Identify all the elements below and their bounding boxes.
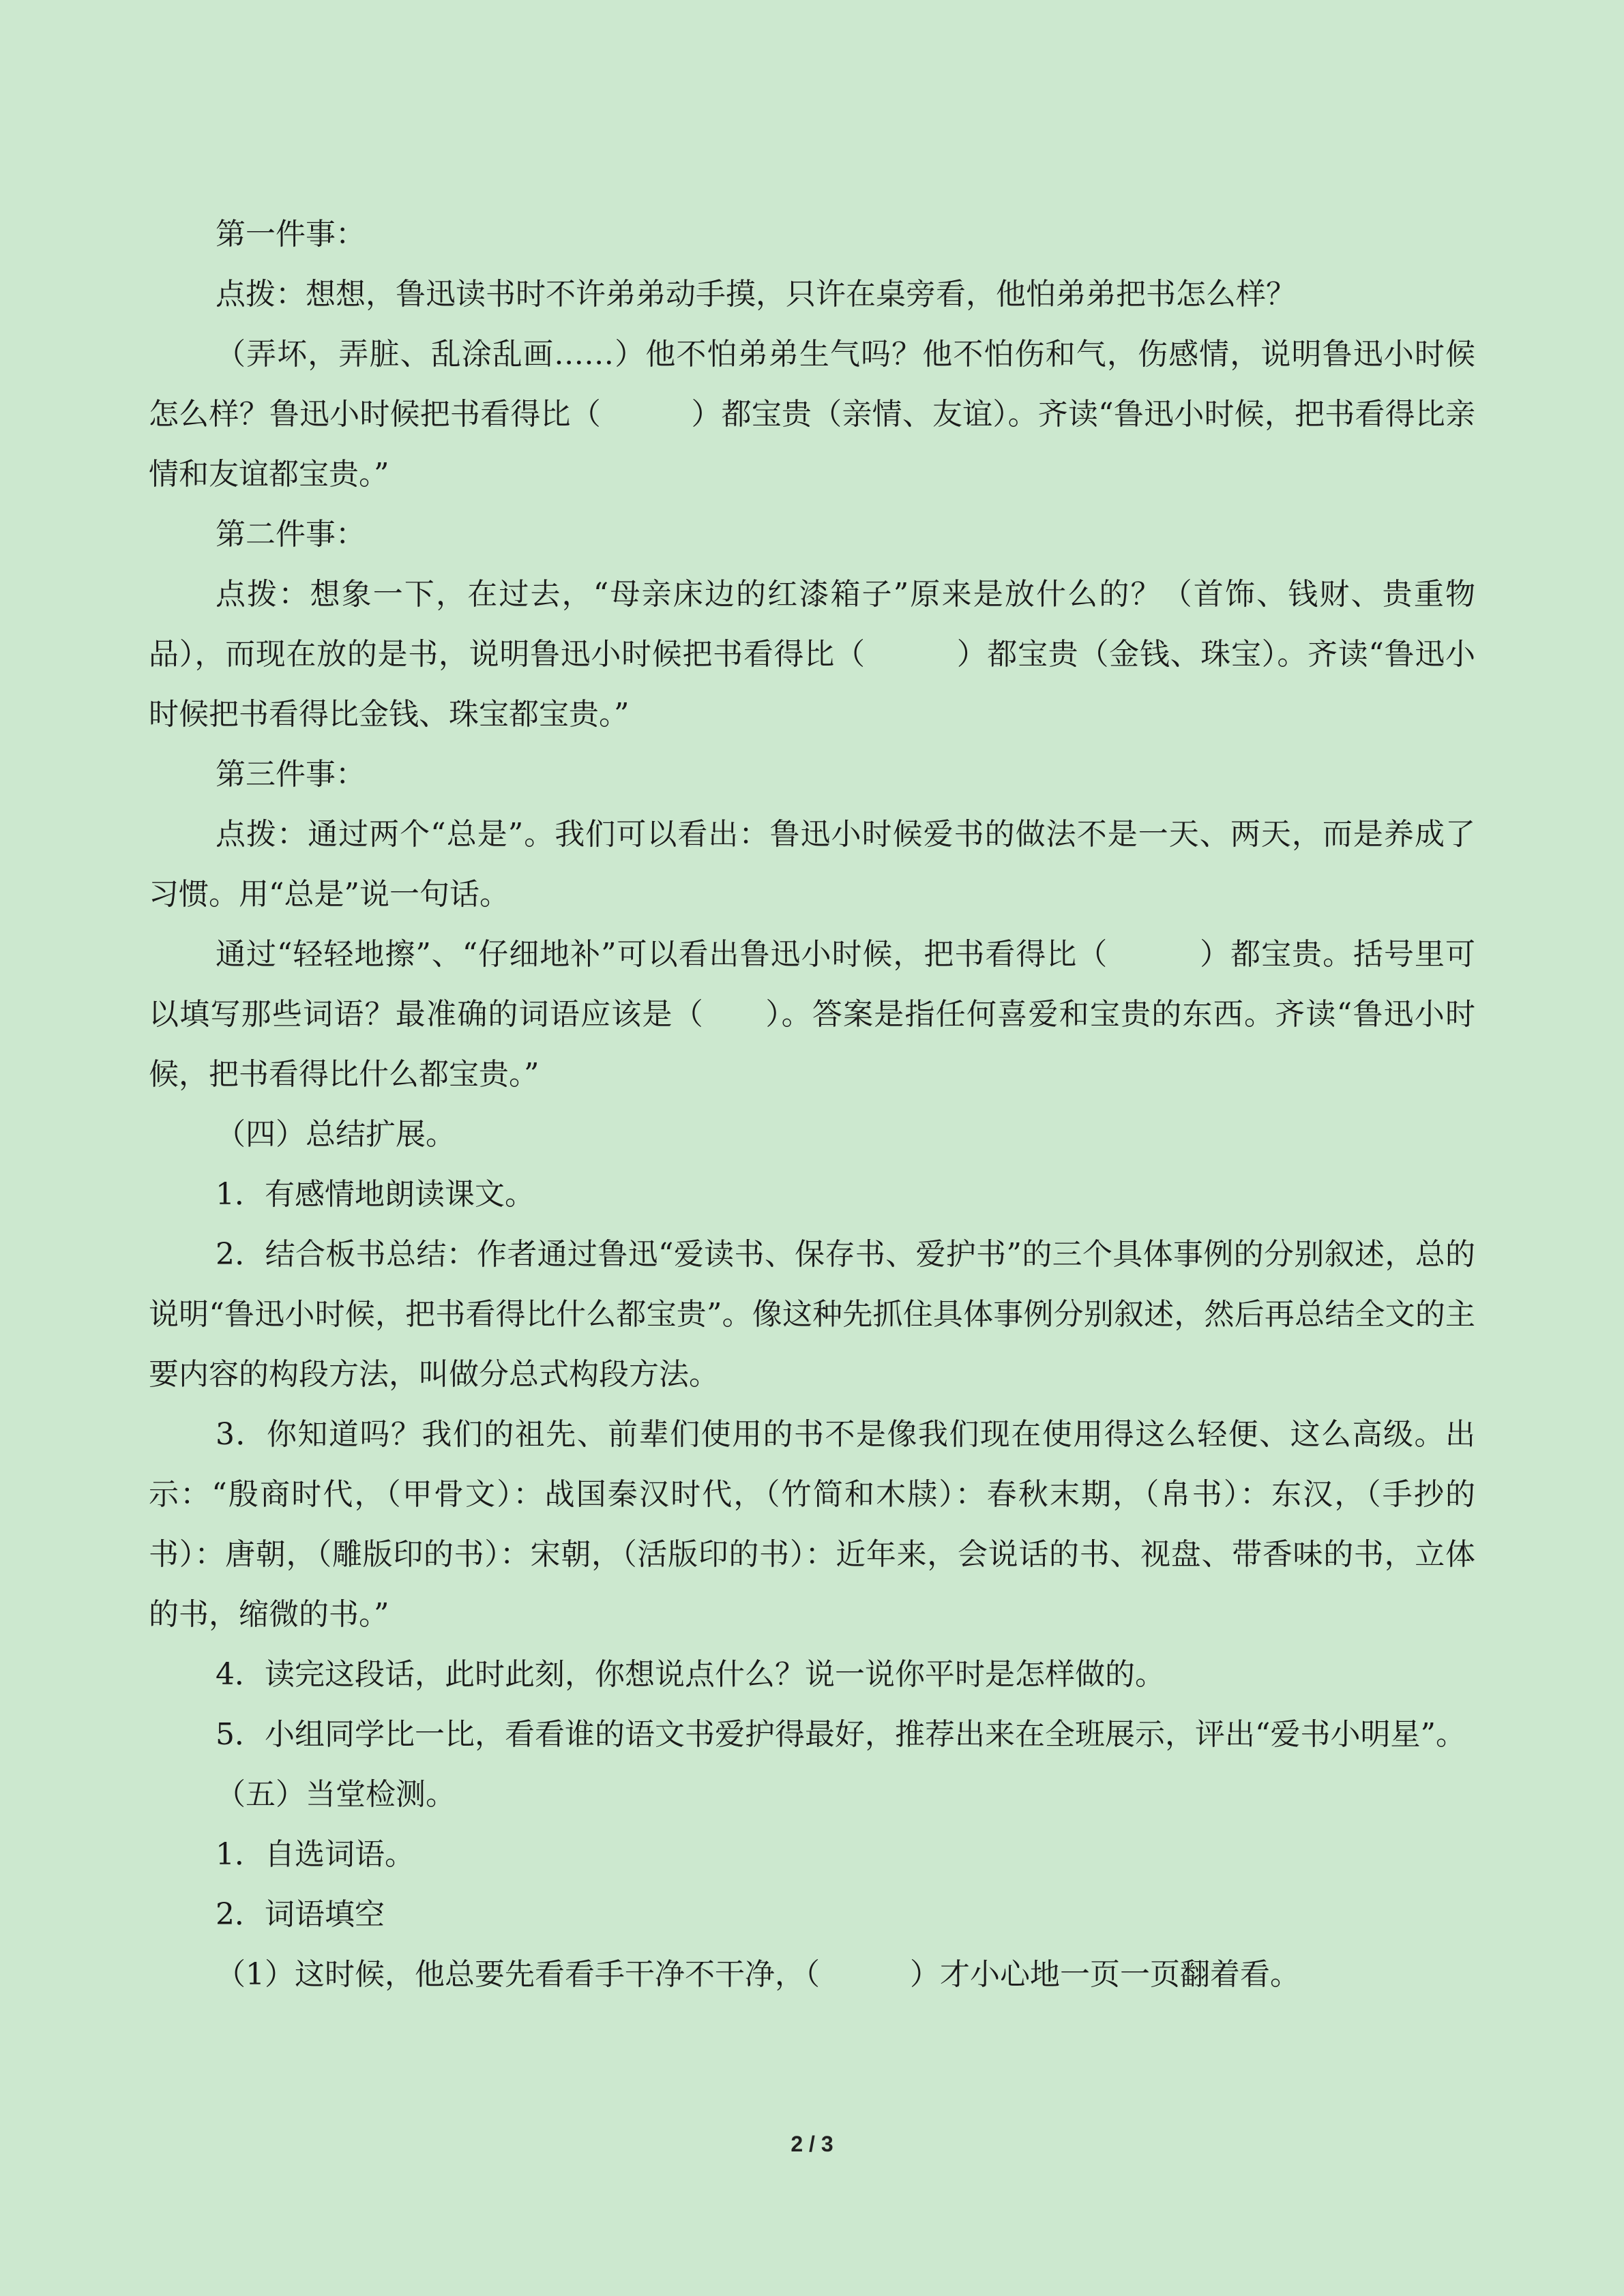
- list-item-3: 3．你知道吗？我们的祖先、前辈们使用的书不是像我们现在使用得这么轻便、这么高级。出示：“殷商时代，（甲骨文）：战国秦汉时代，（竹简和木牍）：春秋末期，（帛书）：东汉，（手抄的书）：唐朝，（雕版印的书）：宋朝，（活版印的书）：近年来，会说话的书、视盘、带香味的书，立体的书，缩微的书。”: [149, 1417, 1475, 1632]
- list-item-1: 1．有感情地朗读课文。: [216, 1177, 535, 1212]
- list-item-5: 5．小组同学比一比，看看谁的语文书爱护得最好，推荐出来在全班展示，评出“爱书小明星”。: [216, 1717, 1466, 1752]
- section-heading-4: （四）总结扩展。: [216, 1117, 456, 1152]
- list-item-4: 4．读完这段话，此时此刻，你想说点什么？说一说你平时是怎样做的。: [216, 1657, 1165, 1692]
- list-item-2: 2．结合板书总结：作者通过鲁迅“爱读书、保存书、爱护书”的三个具体事例的分别叙述，总的说明“鲁迅小时候，把书看得比什么都宝贵”。像这种先抓住具体事例分别叙述，然后再总结全文的主要内容的构段方法，叫做分总式构段方法。: [149, 1237, 1475, 1392]
- test-subitem-1: （1）这时候，他总要先看看手干净不干净，（ ）才小心地一页一页翻着看。: [216, 1957, 1300, 1992]
- document-body: [149, 205, 1475, 2005]
- test-item-2: 2．词语填空: [216, 1897, 385, 1932]
- paragraph-3: （弄坏，弄脏、乱涂乱画……）他不怕弟弟生气吗？他不怕伤和气，伤感情，说明鲁迅小时候怎么样？鲁迅小时候把书看得比（ ）都宝贵（亲情、友谊）。齐读“鲁迅小时候，把书看得比亲情和友谊都宝贵。”: [149, 337, 1475, 492]
- paragraph-1: 第一件事：: [216, 217, 366, 252]
- test-item-1: 1．自选词语。: [216, 1837, 415, 1872]
- page-number: 2 / 3: [791, 2132, 833, 2156]
- paragraph-6: 第三件事：: [216, 757, 366, 792]
- paragraph-4: 第二件事：: [216, 517, 366, 552]
- paragraph-2: 点拨：想想，鲁迅读书时不许弟弟动手摸，只许在桌旁看，他怕弟弟把书怎么样？: [216, 277, 1296, 312]
- section-heading-5: （五）当堂检测。: [216, 1777, 456, 1812]
- paragraph-5: 点拨：想象一下，在过去，“母亲床边的红漆箱子”原来是放什么的？（首饰、钱财、贵重物品），而现在放的是书，说明鲁迅小时候把书看得比（ ）都宝贵（金钱、珠宝）。齐读“鲁迅小时候把书看得比金钱、珠宝都宝贵。”: [149, 577, 1475, 732]
- paragraph-7: 点拨：通过两个“总是”。我们可以看出：鲁迅小时候爱书的做法不是一天、两天，而是养成了习惯。用“总是”说一句话。: [149, 817, 1475, 912]
- paragraph-8: 通过“轻轻地擦”、“仔细地补”可以看出鲁迅小时候，把书看得比（ ）都宝贵。括号里可以填写那些词语？最准确的词语应该是（ ）。答案是指任何喜爱和宝贵的东西。齐读“鲁迅小时候，把书看得比什么都宝贵。”: [149, 937, 1475, 1092]
